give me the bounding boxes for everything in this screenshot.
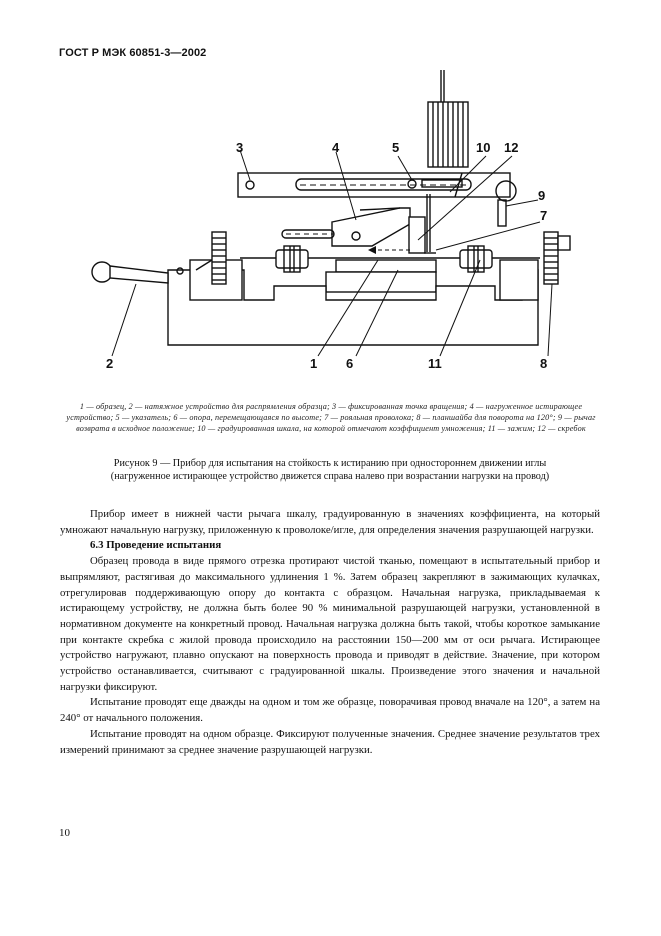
callout-9: 9 — [538, 188, 546, 203]
apparatus-figure — [0, 60, 661, 390]
callout-6: 6 — [346, 356, 354, 371]
callout-4: 4 — [332, 140, 340, 155]
section-heading: 6.3 Проведение испытания — [90, 539, 222, 552]
callout-5: 5 — [392, 140, 400, 155]
callout-2: 2 — [106, 356, 114, 371]
callout-10: 10 — [476, 140, 491, 155]
callout-11: 11 — [428, 356, 442, 371]
paragraph-procedure: Образец провода в виде прямого отрезка протирают чистой тканью, помещают в испытательный прибор и выпрямляют, растягивая до максимального удлинения 1 %. Затем образец закрепляют в зажимающих кулачках, отрегулировав поддерживающую опору до контакта с образцом. Начальная нагрузка, прикладываемая к истирающему устройству, не должна быть более 90 % минимальной разрушающей нагрузки, установленной в нормативном документе на конкретный провод. Начальная нагрузка должна быть такой, чтобы короткое замыкание при контакте скребка с жилой провода происходило на расстоянии 150—200 мм от оси рычага. Истирающее устройство нагружают, плавно опускают на поверхность провода и приводят в действие. Значение, при котором устройство останавливается, считывают с градуированной шкалы. Произведение этого значения и начальной нагрузки фиксируют. — [60, 555, 600, 693]
figure-caption — [60, 458, 600, 483]
figure-caption-subtitle: (нагруженное истирающее устройство движется справа налево при возрастании нагрузки на провод) — [110, 470, 550, 482]
figure-caption-title: Рисунок 9 — Прибор для испытания на стойкость к истиранию при одностороннем движении иглы — [113, 458, 547, 469]
page-number: 10 — [59, 827, 70, 839]
body-text — [60, 507, 600, 758]
figure-legend: 1 — образец, 2 — натяжное устройство для распрямления образца; 3 — фиксированная точка вращения; 4 — нагруженное истирающее устройство; 5 — указатель; 6 — опора, перемещающаяся по высоте; 7 — рояльная проволока; 8 — планшайба для поворота на 120°; 9 — рычаг возврата в исходное положение; 10 — градуированная шкала, на которой отмечают коэффициент умножения; 11 — зажим; 12 — скребок — [66, 402, 596, 433]
paragraph-scale-description: Прибор имеет в нижней части рычага шкалу, градуированную в значениях коэффициента, на который умножают начальную нагрузку, приложенную к проволоке/игле, для определения значения разрушающей нагрузки. — [60, 508, 600, 536]
paragraph-result: Испытание проводят на одном образце. Фиксируют полученные значения. Среднее значение результатов трех измерений принимают за среднее значение разрушающей нагрузки. — [60, 727, 600, 756]
callout-3: 3 — [236, 140, 244, 155]
callout-7: 7 — [540, 208, 548, 223]
paragraph-repeat-test: Испытание проводят еще дважды на одном и том же образце, поворачивая провод вначале на 120°, а затем на 240° от начального положения. — [60, 696, 600, 725]
callout-1: 1 — [310, 356, 318, 371]
callout-12: 12 — [504, 140, 519, 155]
document-header: ГОСТ Р МЭК 60851-3—2002 — [59, 47, 207, 59]
callout-8: 8 — [540, 356, 548, 371]
callout-labels — [0, 60, 661, 390]
